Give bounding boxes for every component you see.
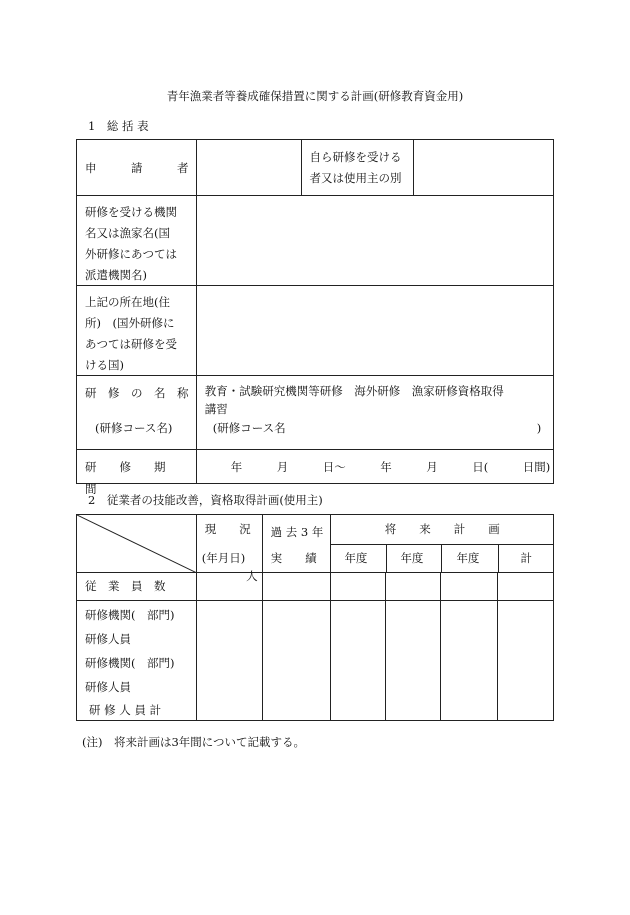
future-label: 将 来 計 画 — [384, 522, 500, 536]
diagonal-line — [77, 515, 197, 573]
training-rows-label-cell — [77, 601, 197, 721]
employees-current-input[interactable] — [196, 569, 262, 601]
employees-unit: 人 — [246, 569, 258, 583]
diagonal-header-cell — [77, 515, 197, 573]
employees-total-input[interactable] — [498, 573, 554, 601]
plan-table — [76, 514, 554, 721]
current-sub-label: (年月日) — [201, 551, 246, 565]
location-input[interactable] — [196, 286, 553, 376]
institution-label-cell — [77, 196, 197, 286]
institution-label-4: 派遣機関名) — [85, 268, 147, 282]
self-or-employer-input[interactable] — [414, 140, 554, 196]
employees-label: 従 業 員 数 — [85, 579, 166, 593]
applicant-label-cell — [77, 140, 197, 196]
training-name-label-cell — [77, 376, 197, 450]
training-institution-label-1: 研修機関( 部門) — [85, 608, 175, 622]
summary-table — [76, 139, 554, 496]
training-year-3-input[interactable] — [441, 601, 498, 721]
section-2-heading: 2 従業者の技能改善，資格取得計画(使用主) — [88, 493, 323, 507]
employees-year-3-input[interactable] — [441, 573, 498, 601]
period-value: 年 月 日～ 年 月 日( 日間) — [230, 460, 551, 474]
period-label: 研 修 期 間 — [85, 460, 189, 496]
document-title: 青年漁業者等養成確保措置に関する計画(研修教育資金用) — [166, 89, 464, 103]
training-total-input[interactable] — [498, 601, 554, 721]
institution-label-3: 外研修にあつては — [85, 247, 177, 261]
location-label-4: ける国) — [85, 358, 124, 372]
training-year-2-input[interactable] — [386, 601, 441, 721]
year-label-1: 年度 — [344, 551, 368, 565]
current-label: 現 況 — [204, 522, 251, 536]
institution-label-2: 名又は漁家名(国 — [85, 226, 170, 240]
applicant-label: 申 請 者 — [85, 161, 189, 175]
location-label-1: 上記の所在地(住 — [85, 295, 170, 309]
training-current-input[interactable] — [196, 601, 262, 721]
period-label-cell — [77, 450, 197, 496]
location-label-3: あつては研修を受 — [85, 337, 177, 351]
applicant-input[interactable] — [196, 140, 301, 196]
past-header-cell — [262, 515, 331, 573]
institution-label-1: 研修を受ける機関 — [85, 205, 177, 219]
total-label: 計 — [520, 551, 532, 565]
future-header-cell — [331, 515, 554, 573]
past-label: 過 去 3 年 — [270, 525, 324, 539]
training-year-1-input[interactable] — [331, 601, 386, 721]
employees-year-2-input[interactable] — [386, 573, 441, 601]
training-institution-label-2: 研修機関( 部門) — [85, 656, 175, 670]
institution-input[interactable] — [196, 196, 553, 286]
past-sub-label: 実 績 — [270, 551, 317, 565]
training-personnel-label-2: 研修人員 — [85, 680, 131, 694]
course-name-prefix: (研修コース名 — [212, 421, 286, 435]
course-name-suffix: ) — [536, 421, 542, 435]
location-label-cell — [77, 286, 197, 376]
training-course-label: (研修コース名) — [95, 421, 173, 435]
location-label-2: 所) (国外研修に — [85, 316, 175, 330]
footnote: (注) 将来計画は3年間について記載する。 — [82, 735, 306, 749]
period-cell[interactable] — [196, 450, 553, 484]
employees-label-cell — [77, 573, 197, 601]
employees-past-input[interactable] — [262, 573, 331, 601]
self-or-employer-label-1: 自ら研修を受ける — [309, 150, 402, 164]
training-name-cell[interactable] — [196, 376, 553, 450]
year-label-3: 年度 — [456, 551, 480, 565]
self-or-employer-label-cell — [301, 140, 414, 196]
training-past-input[interactable] — [262, 601, 331, 721]
current-header-cell — [196, 515, 262, 573]
training-personnel-label-1: 研修人員 — [85, 632, 131, 646]
training-types-line-1: 教育・試験研究機関等研修 海外研修 漁家研修資格取得 — [204, 384, 504, 398]
training-name-label: 研 修 の 名 称 — [85, 386, 189, 400]
year-label-2: 年度 — [400, 551, 424, 565]
self-or-employer-label-2: 者又は使用主の別 — [309, 171, 402, 185]
training-types-line-2: 講習 — [204, 402, 228, 416]
section-1-heading: 1 総 括 表 — [88, 119, 149, 133]
training-personnel-total-label: 研 修 人 員 計 — [89, 703, 162, 717]
employees-year-1-input[interactable] — [331, 573, 386, 601]
